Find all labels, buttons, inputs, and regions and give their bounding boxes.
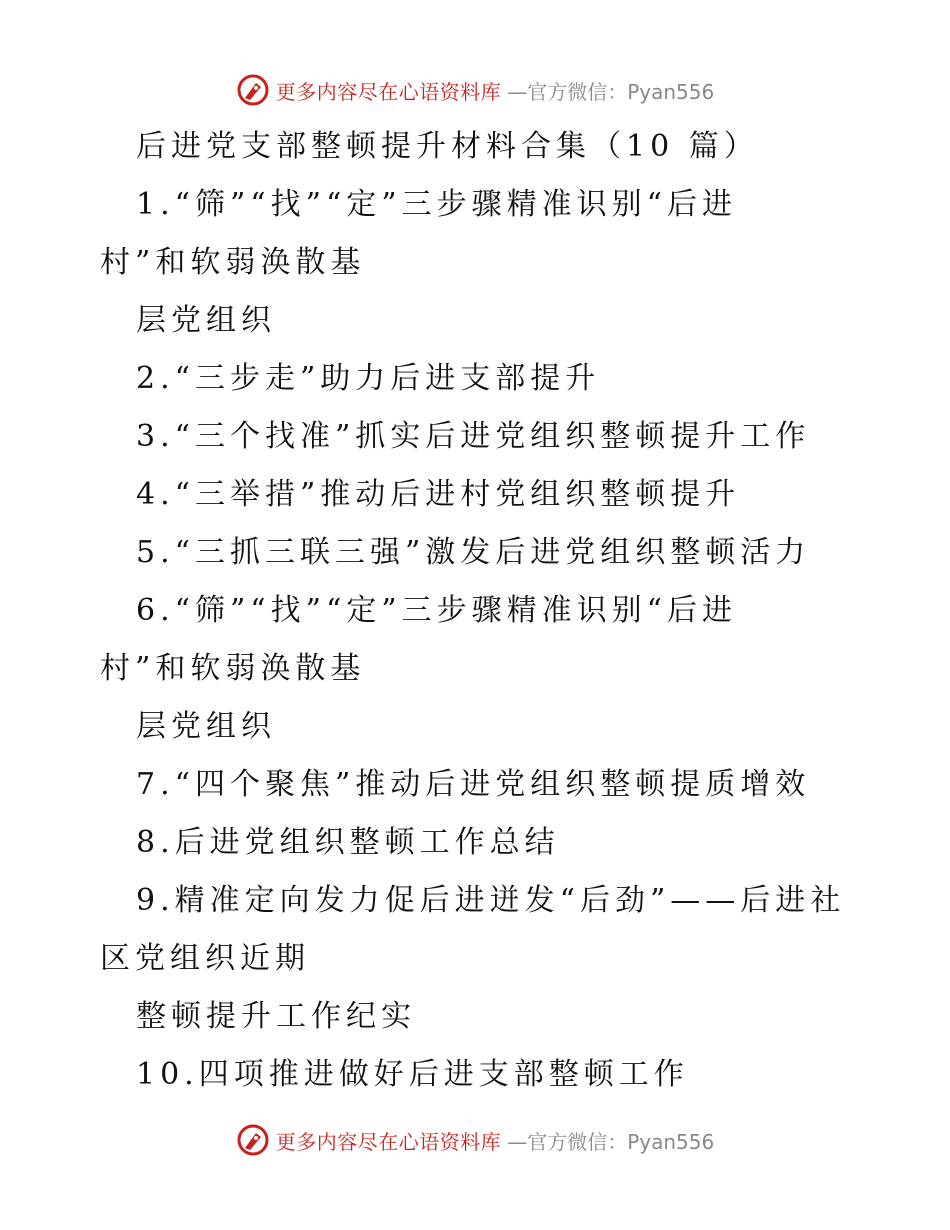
footer-banner — [0, 1120, 950, 1160]
toc-item-1-cont2: 层党组织 — [136, 303, 276, 338]
pen-nib-logo-icon — [236, 73, 270, 107]
banner-text: 更多内容尽在心语资料库 — [275, 79, 502, 104]
toc-item-2: 2.“三步走”助力后进支部提升 — [136, 361, 601, 396]
header-banner-content — [236, 73, 715, 107]
toc-item-9-cont: 区党组织近期 — [100, 941, 310, 976]
toc-item-8: 8.后进党组织整顿工作总结 — [136, 825, 560, 860]
banner-contact: —官方微信：Pyan556 — [507, 79, 715, 104]
footer-banner-content — [236, 1123, 715, 1157]
toc-item-1: 1.“筛”“找”“定”三步骤精准识别“后进 — [136, 187, 737, 222]
toc-item-10: 10.四项推进做好后进支部整顿工作 — [136, 1057, 689, 1092]
header-banner — [0, 70, 950, 110]
toc-item-6-cont2: 层党组织 — [136, 709, 276, 744]
toc-item-6-cont: 村”和软弱涣散基 — [100, 651, 366, 686]
toc-item-5: 5.“三抓三联三强”激发后进党组织整顿活力 — [136, 535, 811, 570]
toc-item-4: 4.“三举措”推动后进村党组织整顿提升 — [136, 477, 741, 512]
toc-item-9: 9.精准定向发力促后进迸发“后劲”——后进社 — [136, 883, 846, 918]
banner-contact: —官方微信：Pyan556 — [507, 1129, 715, 1154]
toc-item-3: 3.“三个找准”抓实后进党组织整顿提升工作 — [136, 419, 811, 454]
toc-item-9-cont2: 整顿提升工作纪实 — [136, 999, 416, 1034]
document-body — [100, 118, 860, 1104]
toc-item-6: 6.“筛”“找”“定”三步骤精准识别“后进 — [136, 593, 737, 628]
doc-title: 后进党支部整顿提升材料合集（10 篇） — [136, 129, 759, 164]
toc-item-7: 7.“四个聚焦”推动后进党组织整顿提质增效 — [136, 767, 811, 802]
toc-item-1-cont: 村”和软弱涣散基 — [100, 245, 366, 280]
banner-text: 更多内容尽在心语资料库 — [275, 1129, 502, 1154]
pen-nib-logo-icon — [236, 1123, 270, 1157]
